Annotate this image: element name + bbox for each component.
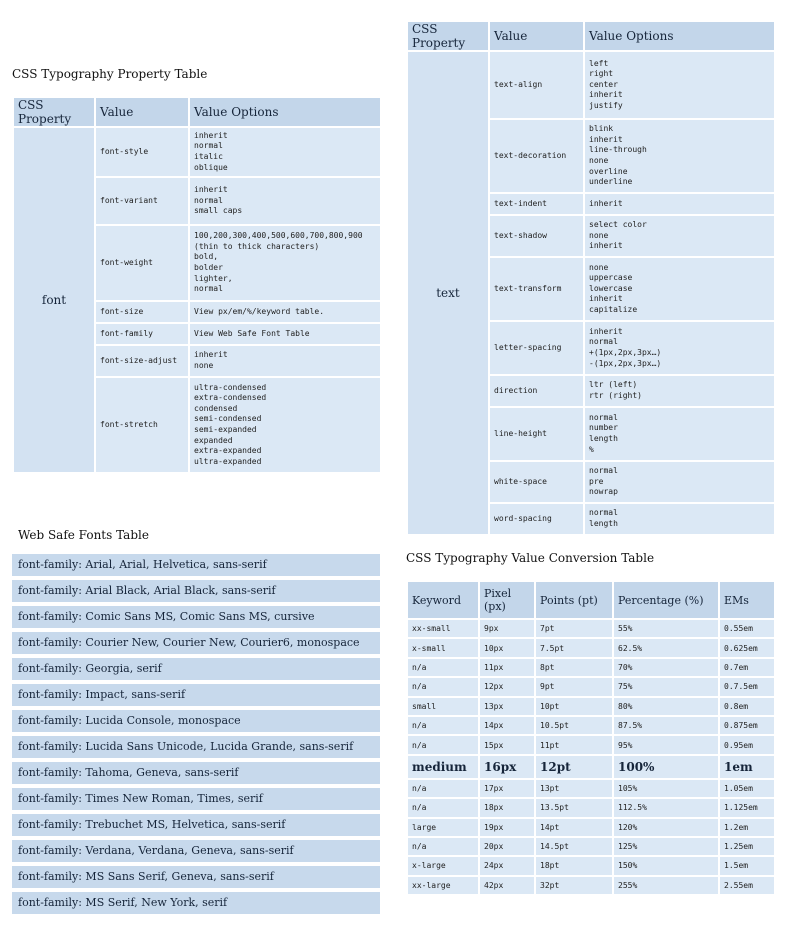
points-cell: 13pt — [535, 779, 613, 798]
table-header-row — [13, 97, 381, 127]
value-option: extra-expanded — [194, 446, 262, 456]
value-option: capitalize — [589, 304, 638, 314]
conversion-table — [406, 580, 776, 896]
property-value-cell: white-space — [489, 461, 584, 503]
property-value-cell: text-align — [489, 51, 584, 119]
font-table-caption: CSS Typography Property Table — [12, 67, 208, 81]
pixel-cell: 17px — [479, 779, 535, 798]
keyword-cell: xx-large — [407, 876, 479, 895]
percentage-cell: 62.5% — [613, 638, 719, 657]
percentage-cell: 120% — [613, 818, 719, 837]
value-option: normal — [589, 412, 618, 422]
value-option: underline — [589, 177, 633, 187]
percentage-cell: 75% — [613, 677, 719, 696]
percentage-cell: 125% — [613, 837, 719, 856]
table-row — [407, 619, 775, 638]
value-option: uppercase — [589, 273, 633, 283]
property-value-cell: font-variant — [95, 177, 189, 225]
font-family-item: font-family: Verdana, Verdana, Geneva, sans-serif — [12, 840, 380, 862]
pixel-cell: 14px — [479, 716, 535, 735]
ems-cell: 1.125em — [719, 798, 775, 817]
property-value-cell: text-shadow — [489, 215, 584, 257]
value-options-cell — [584, 257, 775, 321]
property-value-cell: font-family — [95, 323, 189, 345]
percentage-cell: 255% — [613, 876, 719, 895]
web-safe-fonts-list — [12, 554, 380, 918]
value-option: center — [589, 79, 618, 89]
percentage-cell: 70% — [613, 658, 719, 677]
table-row — [407, 716, 775, 735]
percentage-cell: 112.5% — [613, 798, 719, 817]
table-row — [407, 798, 775, 817]
value-option: inherit — [194, 185, 228, 195]
percentage-cell: 87.5% — [613, 716, 719, 735]
value-options-cell — [189, 225, 381, 301]
ems-cell: 0.95em — [719, 735, 775, 754]
pixel-cell: 20px — [479, 837, 535, 856]
keyword-cell: n/a — [407, 798, 479, 817]
points-cell: 10.5pt — [535, 716, 613, 735]
value-option: small caps — [194, 206, 243, 216]
value-option: none — [194, 361, 214, 370]
table-row — [407, 638, 775, 657]
value-option: length — [589, 434, 618, 443]
font-family-item: font-family: Trebuchet MS, Helvetica, sans-serif — [12, 814, 380, 836]
property-value-cell: word-spacing — [489, 503, 584, 535]
value-option: expanded — [194, 435, 233, 445]
value-option: View Web Safe Font Table — [194, 328, 310, 338]
value-option: lighter, — [194, 273, 233, 283]
points-cell: 18pt — [535, 856, 613, 875]
ems-cell: 2.55em — [719, 876, 775, 895]
table-row — [407, 697, 775, 716]
value-option: inherit — [194, 130, 228, 140]
value-option: ltr (left) — [589, 380, 638, 390]
pixel-cell: 10px — [479, 638, 535, 657]
percentage-cell: 150% — [613, 856, 719, 875]
value-option: normal — [589, 466, 618, 476]
property-value-cell: font-style — [95, 127, 189, 177]
value-option: none — [589, 156, 609, 165]
font-family-item: font-family: MS Serif, New York, serif — [12, 892, 380, 914]
value-option: inherit — [194, 350, 228, 360]
header-value: Value — [489, 21, 584, 51]
pixel-cell: 13px — [479, 697, 535, 716]
font-family-item: font-family: Impact, sans-serif — [12, 684, 380, 706]
value-option: 100,200,300,400,500,600,700,800,900 — [194, 231, 363, 241]
keyword-cell: large — [407, 818, 479, 837]
ems-cell: 0.8em — [719, 697, 775, 716]
keyword-cell: xx-small — [407, 619, 479, 638]
keyword-cell: n/a — [407, 716, 479, 735]
table-row — [407, 51, 775, 119]
value-option: View px/em/%/keyword table. — [194, 306, 325, 316]
value-option: normal — [589, 337, 618, 347]
value-options-cell — [189, 127, 381, 177]
value-option: extra-condensed — [194, 393, 267, 403]
pixel-cell: 9px — [479, 619, 535, 638]
value-option: inherit — [589, 326, 623, 336]
ems-cell: 1em — [719, 755, 775, 779]
ems-cell: 1.25em — [719, 837, 775, 856]
ems-cell: 0.7.5em — [719, 677, 775, 696]
value-option: right — [589, 69, 614, 79]
table-row — [407, 818, 775, 837]
header-css-property: CSS Property — [407, 21, 489, 51]
value-options-cell — [189, 177, 381, 225]
value-option: ultra-expanded — [194, 456, 262, 466]
value-option: inherit — [589, 294, 623, 304]
points-cell: 9pt — [535, 677, 613, 696]
value-option: oblique — [194, 162, 228, 172]
points-cell: 7pt — [535, 619, 613, 638]
pixel-cell: 12px — [479, 677, 535, 696]
table-header-row — [407, 21, 775, 51]
property-group-cell: font — [13, 127, 95, 473]
font-family-item: font-family: Lucida Sans Unicode, Lucida Grande, sans-serif — [12, 736, 380, 758]
property-value-cell: font-size — [95, 301, 189, 323]
pixel-cell: 42px — [479, 876, 535, 895]
table-row — [407, 677, 775, 696]
property-value-cell: font-size-adjust — [95, 345, 189, 377]
font-family-item: font-family: MS Sans Serif, Geneva, sans-serif — [12, 866, 380, 888]
value-option: italic — [194, 152, 223, 161]
font-family-item: font-family: Comic Sans MS, Comic Sans MS, cursive — [12, 606, 380, 628]
value-option: bold, — [194, 252, 219, 262]
font-family-item: font-family: Georgia, serif — [12, 658, 380, 680]
value-options-cell — [584, 119, 775, 193]
font-property-table — [12, 96, 382, 474]
percentage-cell: 105% — [613, 779, 719, 798]
value-option: normal — [194, 284, 223, 294]
value-options-cell — [189, 377, 381, 473]
property-value-cell: letter-spacing — [489, 321, 584, 375]
value-option: inherit — [589, 198, 623, 208]
value-option: normal — [589, 508, 618, 518]
property-value-cell: direction — [489, 375, 584, 407]
points-cell: 14.5pt — [535, 837, 613, 856]
table-row — [407, 755, 775, 779]
font-family-item: font-family: Tahoma, Geneva, sans-serif — [12, 762, 380, 784]
value-options-cell — [584, 503, 775, 535]
value-option: pre — [589, 476, 604, 486]
keyword-cell: n/a — [407, 837, 479, 856]
value-option: bolder — [194, 263, 223, 272]
table-row — [407, 779, 775, 798]
value-option: select color — [589, 220, 647, 230]
ems-cell: 1.2em — [719, 818, 775, 837]
value-option: line-through — [589, 145, 647, 155]
header-css-property: CSS Property — [13, 97, 95, 127]
percentage-cell: 80% — [613, 697, 719, 716]
value-options-cell — [584, 193, 775, 215]
web-safe-fonts-caption: Web Safe Fonts Table — [18, 528, 149, 542]
points-cell: 7.5pt — [535, 638, 613, 657]
property-value-cell: line-height — [489, 407, 584, 461]
value-option: +(1px,2px,3px…) — [589, 348, 662, 357]
ems-cell: 0.55em — [719, 619, 775, 638]
pixel-cell: 19px — [479, 818, 535, 837]
value-option: length — [589, 519, 618, 528]
font-family-item: font-family: Courier New, Courier New, Courier6, monospace — [12, 632, 380, 654]
pixel-cell: 24px — [479, 856, 535, 875]
value-option: semi-condensed — [194, 414, 262, 424]
value-option: inherit — [589, 90, 623, 100]
value-option: inherit — [589, 134, 623, 144]
value-option: normal — [194, 141, 223, 151]
table-row — [407, 856, 775, 875]
keyword-cell: n/a — [407, 735, 479, 754]
header-points: Points (pt) — [535, 581, 613, 619]
points-cell: 8pt — [535, 658, 613, 677]
percentage-cell: 55% — [613, 619, 719, 638]
table-header-row — [407, 581, 775, 619]
table-row — [407, 837, 775, 856]
value-option: none — [589, 230, 609, 240]
percentage-cell: 100% — [613, 755, 719, 779]
value-option: -(1px,2px,3px…) — [589, 358, 662, 368]
value-options-cell — [189, 301, 381, 323]
property-value-cell: text-transform — [489, 257, 584, 321]
keyword-cell: x-small — [407, 638, 479, 657]
font-family-item: font-family: Lucida Console, monospace — [12, 710, 380, 732]
value-option: lowercase — [589, 283, 633, 293]
value-options-cell — [584, 51, 775, 119]
header-pixel: Pixel (px) — [479, 581, 535, 619]
keyword-cell: n/a — [407, 677, 479, 696]
text-property-table — [406, 20, 776, 536]
points-cell: 32pt — [535, 876, 613, 895]
table-row — [13, 127, 381, 177]
value-options-cell — [584, 215, 775, 257]
header-value-options: Value Options — [584, 21, 775, 51]
ems-cell: 0.875em — [719, 716, 775, 735]
font-family-item: font-family: Times New Roman, Times, serif — [12, 788, 380, 810]
ems-cell: 0.7em — [719, 658, 775, 677]
value-option: condensed — [194, 403, 238, 413]
property-value-cell: font-weight — [95, 225, 189, 301]
property-value-cell: text-decoration — [489, 119, 584, 193]
value-options-cell — [189, 345, 381, 377]
ems-cell: 1.5em — [719, 856, 775, 875]
ems-cell: 0.625em — [719, 638, 775, 657]
table-row — [407, 876, 775, 895]
percentage-cell: 95% — [613, 735, 719, 754]
table-row — [407, 735, 775, 754]
value-option: number — [589, 423, 618, 433]
property-group-cell: text — [407, 51, 489, 535]
conversion-table-caption: CSS Typography Value Conversion Table — [406, 551, 655, 565]
value-options-cell — [584, 461, 775, 503]
value-option: rtr (right) — [589, 391, 642, 400]
value-option: none — [589, 262, 609, 272]
value-option: nowrap — [589, 487, 618, 497]
pixel-cell: 15px — [479, 735, 535, 754]
table-row — [407, 658, 775, 677]
value-option: overline — [589, 166, 628, 176]
pixel-cell: 16px — [479, 755, 535, 779]
keyword-cell: n/a — [407, 779, 479, 798]
value-option: left — [589, 58, 609, 68]
font-family-item: font-family: Arial, Arial, Helvetica, sans-serif — [12, 554, 380, 576]
value-option: ultra-condensed — [194, 382, 267, 392]
keyword-cell: x-large — [407, 856, 479, 875]
property-value-cell: text-indent — [489, 193, 584, 215]
header-percentage: Percentage (%) — [613, 581, 719, 619]
keyword-cell: n/a — [407, 658, 479, 677]
points-cell: 13.5pt — [535, 798, 613, 817]
header-value: Value — [95, 97, 189, 127]
value-options-cell — [189, 323, 381, 345]
value-option: % — [589, 444, 594, 454]
value-option: justify — [589, 100, 623, 110]
value-options-cell — [584, 407, 775, 461]
value-option: semi-expanded — [194, 425, 257, 434]
header-ems: EMs — [719, 581, 775, 619]
header-value-options: Value Options — [189, 97, 381, 127]
header-keyword: Keyword — [407, 581, 479, 619]
points-cell: 14pt — [535, 818, 613, 837]
property-value-cell: font-stretch — [95, 377, 189, 473]
pixel-cell: 11px — [479, 658, 535, 677]
points-cell: 10pt — [535, 697, 613, 716]
keyword-cell: small — [407, 697, 479, 716]
value-option: blink — [589, 124, 614, 134]
ems-cell: 1.05em — [719, 779, 775, 798]
points-cell: 12pt — [535, 755, 613, 779]
pixel-cell: 18px — [479, 798, 535, 817]
value-option: inherit — [589, 241, 623, 251]
keyword-cell: medium — [407, 755, 479, 779]
value-option: (thin to thick characters) — [194, 241, 320, 251]
value-options-cell — [584, 375, 775, 407]
points-cell: 11pt — [535, 735, 613, 754]
value-option: normal — [194, 195, 223, 205]
value-options-cell — [584, 321, 775, 375]
font-family-item: font-family: Arial Black, Arial Black, sans-serif — [12, 580, 380, 602]
